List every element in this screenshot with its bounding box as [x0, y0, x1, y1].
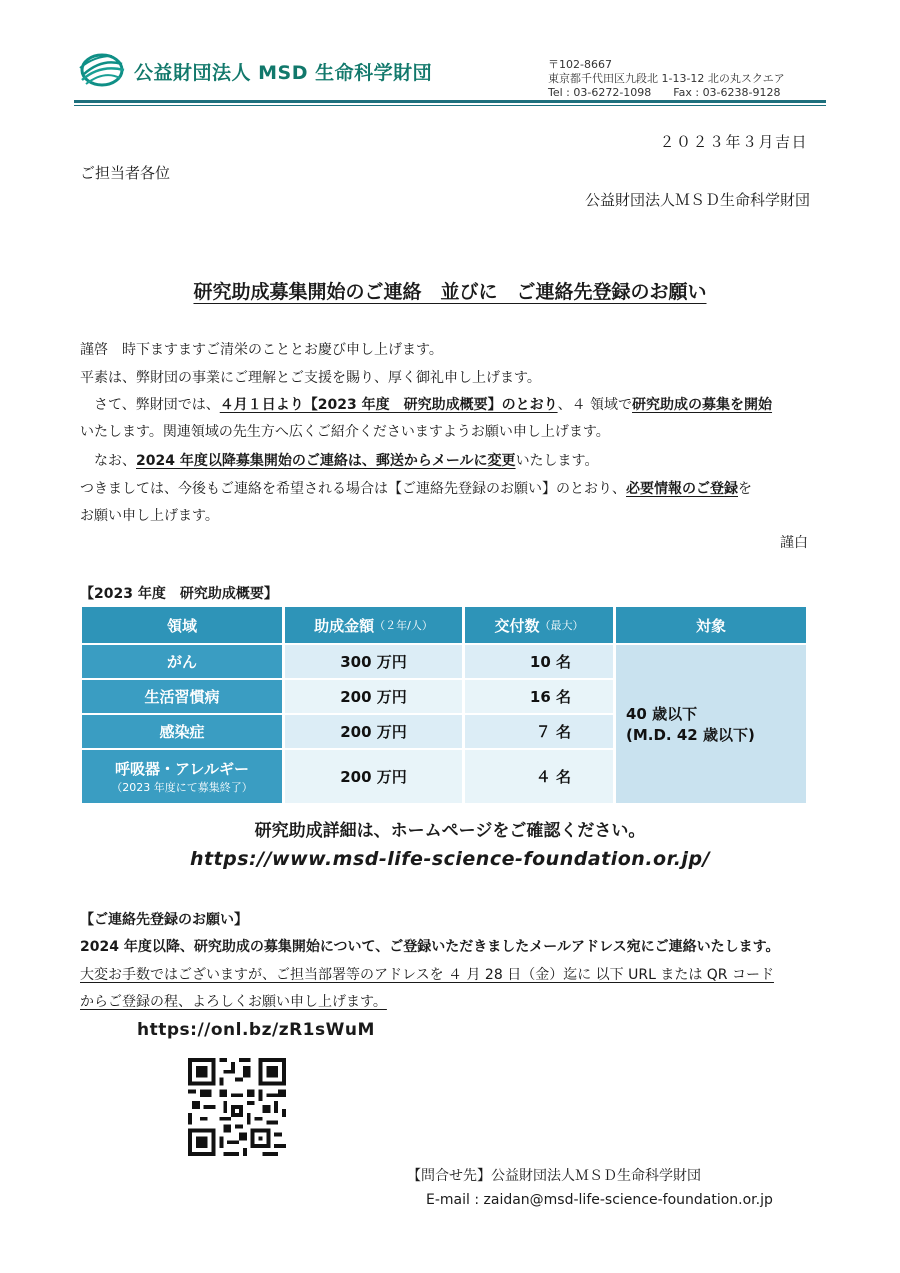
text-run: 、４ 領域で	[557, 397, 633, 413]
tel-fax: Tel : 03-6272-1098 Fax : 03-6238-9128	[548, 86, 781, 99]
text-run: いたします。	[515, 453, 599, 469]
header-count-unit: （最大）	[539, 619, 584, 632]
qr-code-icon[interactable]	[188, 1058, 286, 1156]
text-run: つきましては、今後もご連絡を希望される場合は【ご連絡先登録のお願い】のとおり、	[80, 481, 626, 497]
row-count: ７ 名	[465, 715, 613, 748]
sender: 公益財団法人ＭＳＤ生命科学財団	[584, 191, 810, 209]
body-line-6	[80, 480, 752, 498]
letter-title: 研究助成募集開始のご連絡 並びに ご連絡先登録のお願い	[193, 281, 707, 303]
emphasis-registration: 必要情報のご登録	[626, 481, 738, 497]
header-count-label: 交付数	[494, 616, 540, 635]
registration-line-1: 2024 年度以降、研究助成の募集開始について、ご登録いただきましたメールアドレス宛にご連絡いたします。	[80, 939, 780, 955]
row-field: 生活習慣病	[82, 680, 282, 713]
row-field-label: 呼吸器・アレルギー	[114, 760, 250, 778]
registration-link[interactable]: https://onl.bz/zR1sWuM	[137, 1020, 375, 1040]
emphasis-start-date: ４月１日より【2023 年度 研究助成概要】のとおり	[219, 397, 558, 413]
table-caption: 【2023 年度 研究助成概要】	[80, 586, 278, 602]
target-cell	[616, 645, 806, 803]
postal-code: 〒102-8667	[548, 58, 612, 71]
registration-line-3: からご登録の程、よろしくお願い申し上げます。	[80, 994, 387, 1010]
header-target: 対象	[616, 607, 806, 643]
row-field-closed	[82, 750, 282, 803]
contact-email[interactable]: E-mail : zaidan@msd-life-science-foundation.or.jp	[426, 1192, 773, 1208]
registration-heading: 【ご連絡先登録のお願い】	[80, 912, 248, 928]
emphasis-email-change: 2024 年度以降募集開始のご連絡は、郵送からメールに変更	[136, 453, 516, 469]
globe-logo-icon	[78, 52, 126, 88]
row-amount: 200 万円	[285, 750, 462, 803]
header-field: 領域	[82, 607, 282, 643]
row-field: がん	[82, 645, 282, 678]
row-count: 16 名	[465, 680, 613, 713]
text-run: なお、	[80, 453, 136, 469]
emphasis-start-recruitment: 研究助成の募集を開始	[632, 397, 773, 413]
target-age: 40 歳以下	[626, 705, 698, 723]
body-line-7: お願い申し上げます。	[80, 508, 219, 524]
row-amount: 300 万円	[285, 645, 462, 678]
grant-table	[82, 607, 806, 803]
header-amount-label: 助成金額	[314, 616, 375, 635]
text-run: さて、弊財団では、	[80, 397, 220, 413]
header-count	[465, 607, 613, 643]
homepage-link[interactable]: https://www.msd-life-science-foundation.or.jp/	[189, 848, 711, 870]
header-amount	[285, 607, 462, 643]
row-count: ４ 名	[465, 750, 613, 803]
header-rule-thin	[74, 105, 826, 106]
target-age-md: (M.D. 42 歳以下)	[626, 726, 755, 744]
contact-heading: 【問合せ先】公益財団法人ＭＳＤ生命科学財団	[407, 1168, 701, 1184]
row-field: 感染症	[82, 715, 282, 748]
body-line-2: 平素は、弊財団の事業にご理解とご支援を賜り、厚く御礼申し上げます。	[80, 370, 541, 386]
row-field-note: （2023 年度にて募集終了）	[111, 781, 253, 794]
body-line-3	[80, 396, 772, 414]
addressee: ご担当者各位	[80, 164, 171, 182]
header-rule	[74, 100, 826, 103]
row-amount: 200 万円	[285, 715, 462, 748]
body-line-5	[80, 452, 598, 470]
homepage-notice: 研究助成詳細は、ホームページをご確認ください。	[254, 821, 646, 841]
text-run: を	[738, 481, 752, 497]
header-amount-unit: （２年/人）	[374, 619, 433, 632]
row-amount: 200 万円	[285, 680, 462, 713]
closing-word: 謹白	[780, 535, 808, 551]
address: 東京都千代田区九段北 1-13-12 北の丸スクエア	[548, 72, 785, 85]
row-count: 10 名	[465, 645, 613, 678]
body-line-1: 謹啓 時下ますますご清栄のこととお慶び申し上げます。	[80, 342, 443, 358]
letter-date: ２０２３年３月吉日	[659, 133, 808, 151]
org-name: 公益財団法人 MSD 生命科学財団	[134, 62, 433, 84]
body-line-4: いたします。関連領域の先生方へ広くご紹介くださいますようお願い申し上げます。	[80, 424, 610, 440]
registration-line-2: 大変お手数ではございますが、ご担当部署等のアドレスを ４ 月 28 日（金）迄に 以下 URL または QR コード	[80, 967, 774, 983]
